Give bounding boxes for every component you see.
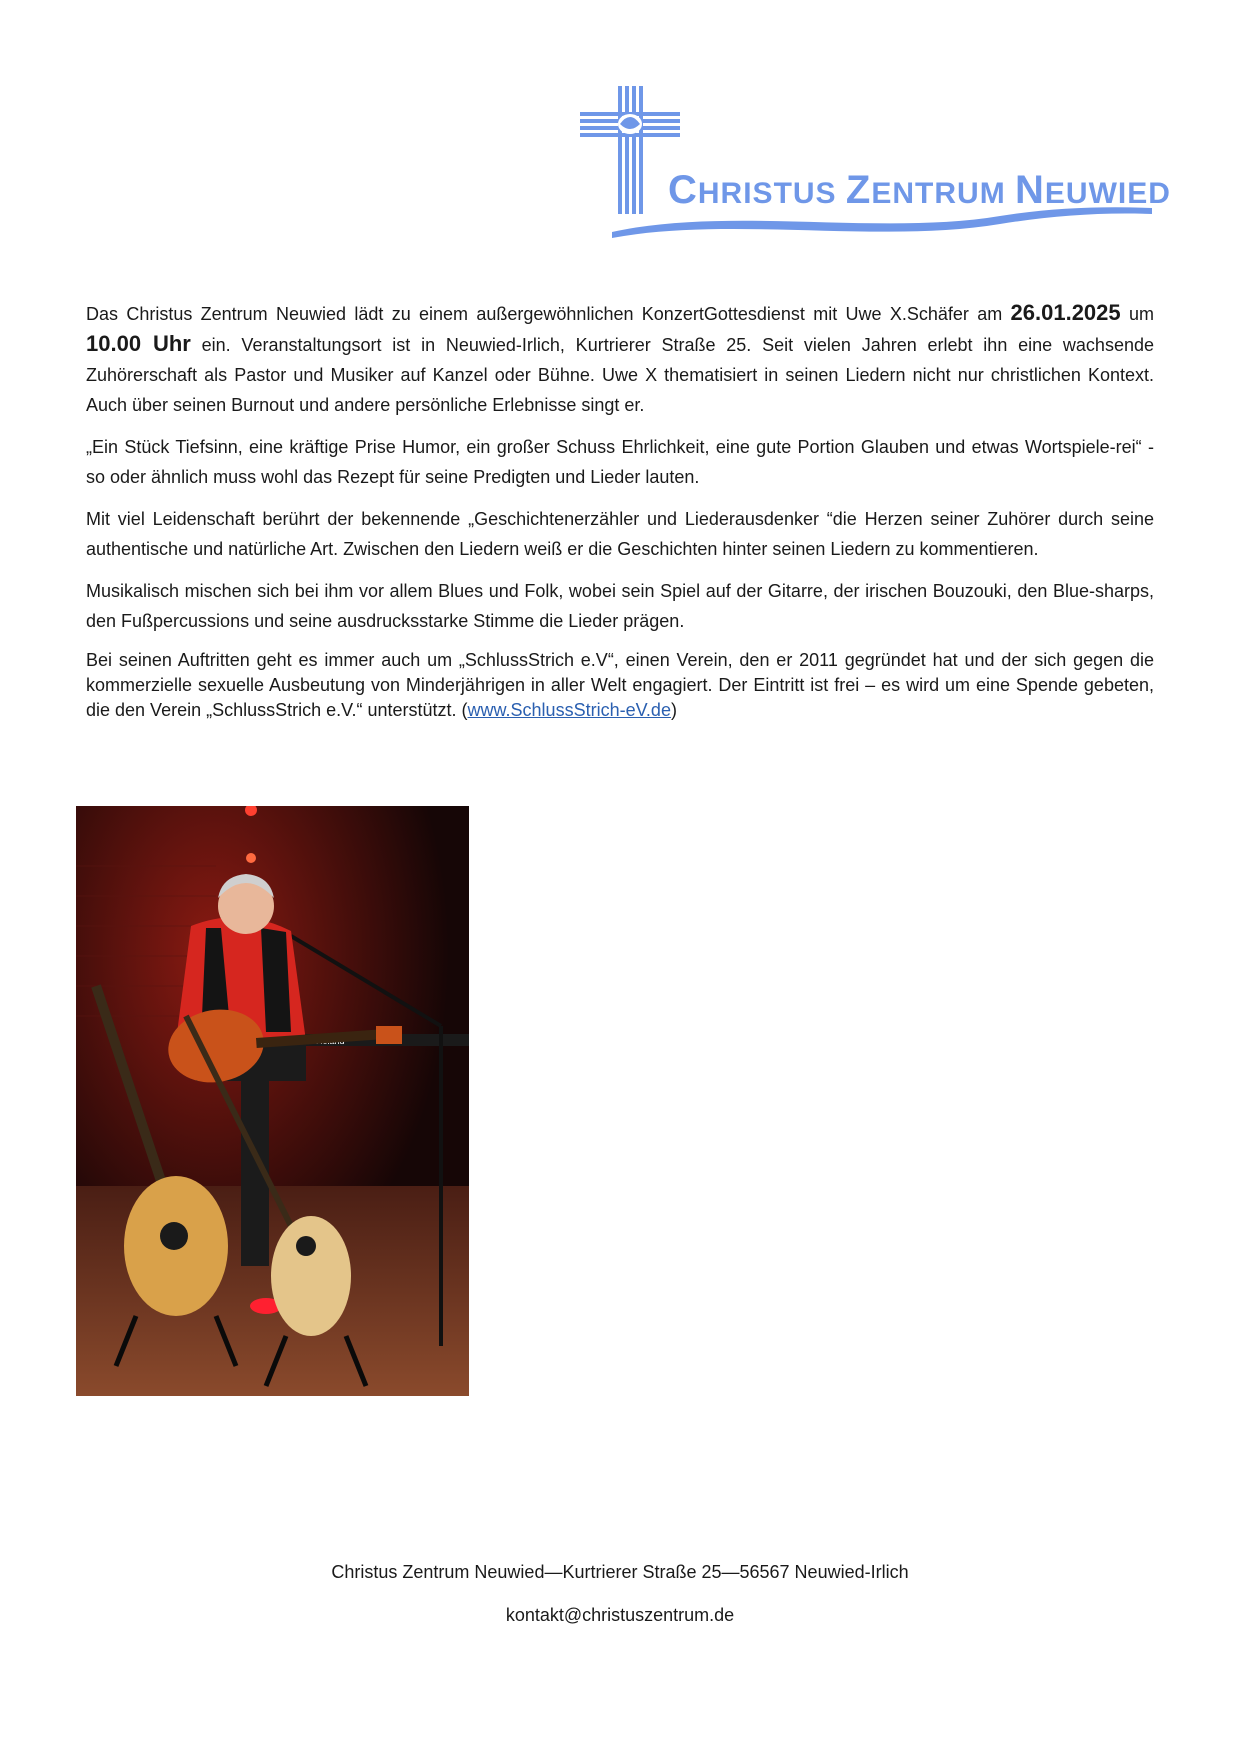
paragraph-storyteller: Mit viel Leidenschaft berührt der bekennende „Geschichtenerzähler und Liederausdenker “die Herzen seiner Zuhörer durch seine authentische und natürliche Art. Zwischen den Liedern weiß er die Geschichten hinter seinen Liedern zu kommentieren. (86, 509, 1154, 559)
logo-word-neuwied: EUWIED (1044, 177, 1171, 210)
paragraph-recipe: „Ein Stück Tiefsinn, eine kräftige Prise Humor, ein großer Schuss Ehrlichkeit, eine gute Portion Glauben und etwas Wortspiele-rei“ - so oder ähnlich muss wohl das Rezept für seine Predigten und Lieder lauten. (86, 437, 1154, 487)
schlussstrich-link[interactable]: www.SchlussStrich-eV.de (467, 700, 671, 720)
footer-address: Christus Zentrum Neuwied—Kurtrierer Straße 25—56567 Neuwied-Irlich (331, 1562, 909, 1582)
event-date: 26.01.2025 (1010, 300, 1121, 325)
concert-photo-illustration (76, 806, 469, 1396)
logo-initial-n: N (1015, 168, 1045, 212)
logo-word-christus: HRISTUS (697, 177, 837, 210)
church-logo (580, 86, 1171, 246)
footer-email[interactable]: kontakt@christuszentrum.de (505, 1605, 735, 1625)
cross-emblem-icon (580, 86, 1160, 246)
event-time: 10.00 Uhr (86, 331, 191, 356)
article-body (86, 298, 1154, 735)
paragraph-music: Musikalisch mischen sich bei ihm vor allem Blues und Folk, wobei sein Spiel auf der Gitarre, der irischen Bouzouki, den Blue-sharps, den Fußpercussions und seine ausdrucksstarke Stimme die Lieder prägen. (86, 581, 1154, 631)
musician-photo (76, 806, 469, 1396)
logo-initial-z: Z (845, 168, 872, 212)
logo-word-zentrum: ENTRUM (871, 177, 1006, 210)
intro-paragraph: Das Christus Zentrum Neuwied lädt zu einem außergewöhnlichen KonzertGottesdienst mit Uwe X.Schäfer am 26.01.2025 um 10.00 Uhr ein. Veranstaltungsort ist in Neuwied-Irlich, Kurtrierer Straße 25. Seit vielen Jahren erlebt ihn eine wachsende Zuhörerschaft als Pastor und Musiker auf Kanzel oder Bühne. Uwe X thematisiert in seinen Liedern nicht nur christlichen Kontext. Auch über seinen Burnout und andere persönliche Erlebnisse singt er. (86, 300, 1154, 415)
logo-wordmark (668, 168, 1171, 213)
paragraph-schlussstrich: Bei seinen Auftritten geht es immer auch um „SchlussStrich e.V“, einen Verein, den er 2011 gegründet hat und der sich gegen die kommerzielle sexuelle Ausbeutung von Minderjährigen in aller Welt engagiert. Der Eintritt ist frei – es wird um eine Spende gebeten, die den Verein „SchlussStrich e.V.“ unterstützt. (www.SchlussStrich-eV.de) (86, 650, 1154, 720)
logo-initial-c: C (668, 168, 698, 212)
